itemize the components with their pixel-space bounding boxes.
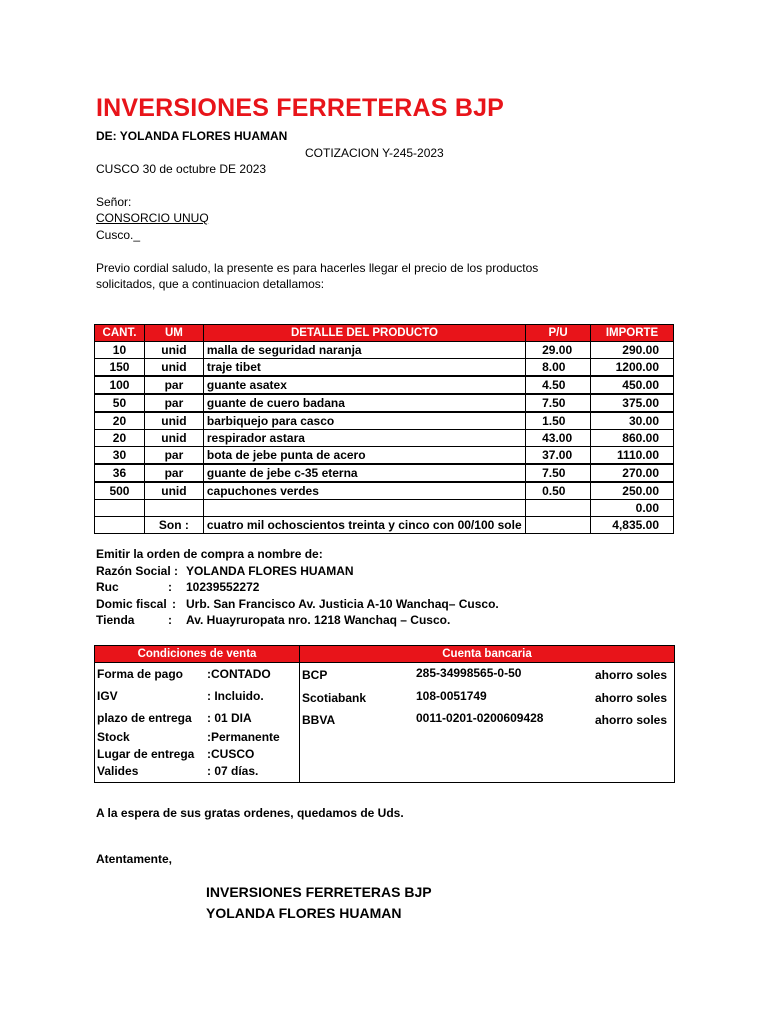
condition-value: :Permanente [207, 730, 280, 744]
cell-detail: guante asatex [203, 376, 525, 394]
bank-account-type: ahorro soles [595, 713, 668, 727]
cell-qty [95, 500, 145, 517]
bank-account: 285-34998565-0-50 [416, 666, 522, 680]
cell-um [144, 500, 203, 517]
cell-amount: 860.00 [591, 430, 674, 447]
cell-pu: 1.50 [526, 412, 591, 430]
billing-label-tienda: Tienda [96, 613, 135, 627]
condition-label: plazo de entrega [97, 711, 192, 725]
billing-value-razon: YOLANDA FLORES HUAMAN [186, 564, 354, 578]
billing-label-ruc: Ruc [96, 580, 119, 594]
billing-colon-tienda: : [168, 613, 172, 627]
quote-date: CUSCO 30 de octubre DE 2023 [96, 162, 267, 176]
cell-detail: respirador astara [203, 430, 525, 447]
billing-colon-ruc: : [168, 580, 172, 594]
cell-qty: 100 [95, 376, 145, 394]
table-row [95, 376, 674, 394]
cell-um: unid [144, 482, 203, 500]
cell-um: par [144, 447, 203, 465]
condition-label: Forma de pago [97, 667, 184, 681]
cell-pu: 7.50 [526, 394, 591, 412]
bank-name: BBVA [302, 713, 336, 727]
cell-detail: barbiquejo para casco [203, 412, 525, 430]
cell-um: unid [144, 359, 203, 377]
cell-qty: 150 [95, 359, 145, 377]
condition-value: :CONTADO [207, 667, 271, 681]
cell-qty: 20 [95, 412, 145, 430]
recipient-name: CONSORCIO UNUQ [96, 211, 209, 225]
table-row [95, 500, 674, 517]
cell-qty: 500 [95, 482, 145, 500]
bank-title: Cuenta bancaria [300, 646, 674, 663]
condition-value: :CUSCO [207, 747, 255, 761]
cell-um: unid [144, 342, 203, 359]
cell-amount: 450.00 [591, 376, 674, 394]
bank-account-type: ahorro soles [595, 668, 668, 682]
conditions-box [94, 645, 300, 783]
cell-pu: 8.00 [526, 359, 591, 377]
bank-box [299, 645, 675, 783]
table-row [95, 342, 674, 359]
col-header-detail: DETALLE DEL PRODUCTO [203, 325, 525, 342]
col-header-um: UM [144, 325, 203, 342]
cell-detail: malla de seguridad naranja [203, 342, 525, 359]
products-table [94, 324, 674, 534]
closing-line: A la espera de sus gratas ordenes, quedamos de Uds. [96, 806, 404, 820]
cell-detail: guante de cuero badana [203, 394, 525, 412]
cell-empty [95, 517, 145, 534]
regards: Atentamente, [96, 852, 173, 866]
cell-pu: 4.50 [526, 376, 591, 394]
cell-pu: 7.50 [526, 464, 591, 482]
cell-amount: 30.00 [591, 412, 674, 430]
condition-value: : 07 días. [207, 764, 259, 778]
billing-value-domicilio: Urb. San Francisco Av. Justicia A-10 Wanchaq– Cusco. [186, 597, 499, 611]
billing-title: Emitir la orden de compra a nombre de: [96, 547, 323, 561]
company-title: INVERSIONES FERRETERAS BJP [96, 94, 505, 122]
billing-value-tienda: Av. Huayruropata nro. 1218 Wanchaq – Cusco. [186, 613, 451, 627]
cell-amount: 250.00 [591, 482, 674, 500]
table-row [95, 464, 674, 482]
cell-detail [203, 500, 525, 517]
col-header-amount: IMPORTE [591, 325, 674, 342]
cell-um: par [144, 376, 203, 394]
total-amount: 4,835.00 [591, 517, 674, 534]
table-row [95, 412, 674, 430]
cell-qty: 50 [95, 394, 145, 412]
cell-qty: 30 [95, 447, 145, 465]
billing-value-ruc: 10239552272 [186, 580, 260, 594]
condition-label: Stock [97, 730, 130, 744]
cell-pu: 37.00 [526, 447, 591, 465]
intro-line-2: solicitados, que a continuacion detallamos: [96, 277, 325, 291]
bank-name: Scotiabank [302, 691, 367, 705]
condition-value: : 01 DIA [207, 711, 252, 725]
products-header-row [95, 325, 674, 342]
billing-colon-domicilio: : [172, 597, 176, 611]
cell-pu: 29.00 [526, 342, 591, 359]
cell-um: par [144, 394, 203, 412]
cell-um: par [144, 464, 203, 482]
table-row [95, 359, 674, 377]
total-label: Son : [144, 517, 203, 534]
cell-amount: 270.00 [591, 464, 674, 482]
billing-label-domicilio: Domic fiscal [96, 597, 167, 611]
quote-number: COTIZACION Y-245-2023 [305, 146, 444, 160]
cell-qty: 20 [95, 430, 145, 447]
billing-label-razon: Razón Social : [96, 564, 179, 578]
table-row [95, 447, 674, 465]
cell-amount: 375.00 [591, 394, 674, 412]
col-header-qty: CANT. [95, 325, 145, 342]
cell-empty [526, 517, 591, 534]
cell-detail: guante de jebe c-35 eterna [203, 464, 525, 482]
cell-amount: 290.00 [591, 342, 674, 359]
cell-um: unid [144, 430, 203, 447]
recipient-city: Cusco._ [96, 228, 141, 242]
cell-detail: capuchones verdes [203, 482, 525, 500]
bank-account-type: ahorro soles [595, 691, 668, 705]
cell-detail: bota de jebe punta de acero [203, 447, 525, 465]
sender-line: DE: YOLANDA FLORES HUAMAN [96, 129, 288, 143]
salutation: Señor: [96, 195, 132, 209]
cell-qty: 10 [95, 342, 145, 359]
condition-label: Lugar de entrega [97, 747, 195, 761]
cell-pu: 0.50 [526, 482, 591, 500]
condition-label: IGV [97, 689, 118, 703]
table-row [95, 394, 674, 412]
table-row [95, 482, 674, 500]
total-row [95, 517, 674, 534]
conditions-title: Condiciones de venta [95, 646, 299, 663]
intro-line-1: Previo cordial saludo, la presente es para hacerles llegar el precio de los productos [96, 261, 539, 275]
signature-company: INVERSIONES FERRETERAS BJP [206, 884, 432, 900]
cell-amount: 0.00 [591, 500, 674, 517]
bank-account: 108-0051749 [416, 689, 487, 703]
cell-um: unid [144, 412, 203, 430]
condition-value: : Incluido. [207, 689, 264, 703]
cell-amount: 1110.00 [591, 447, 674, 465]
cell-amount: 1200.00 [591, 359, 674, 377]
cell-qty: 36 [95, 464, 145, 482]
condition-label: Valides [97, 764, 139, 778]
col-header-pu: P/U [526, 325, 591, 342]
bank-name: BCP [302, 668, 328, 682]
signature-name: YOLANDA FLORES HUAMAN [206, 905, 402, 921]
bank-account: 0011-0201-0200609428 [416, 711, 544, 725]
table-row [95, 430, 674, 447]
cell-detail: traje tibet [203, 359, 525, 377]
cell-pu: 43.00 [526, 430, 591, 447]
total-in-words: cuatro mil ochoscientos treinta y cinco con 00/100 sole [203, 517, 525, 534]
cell-pu [526, 500, 591, 517]
